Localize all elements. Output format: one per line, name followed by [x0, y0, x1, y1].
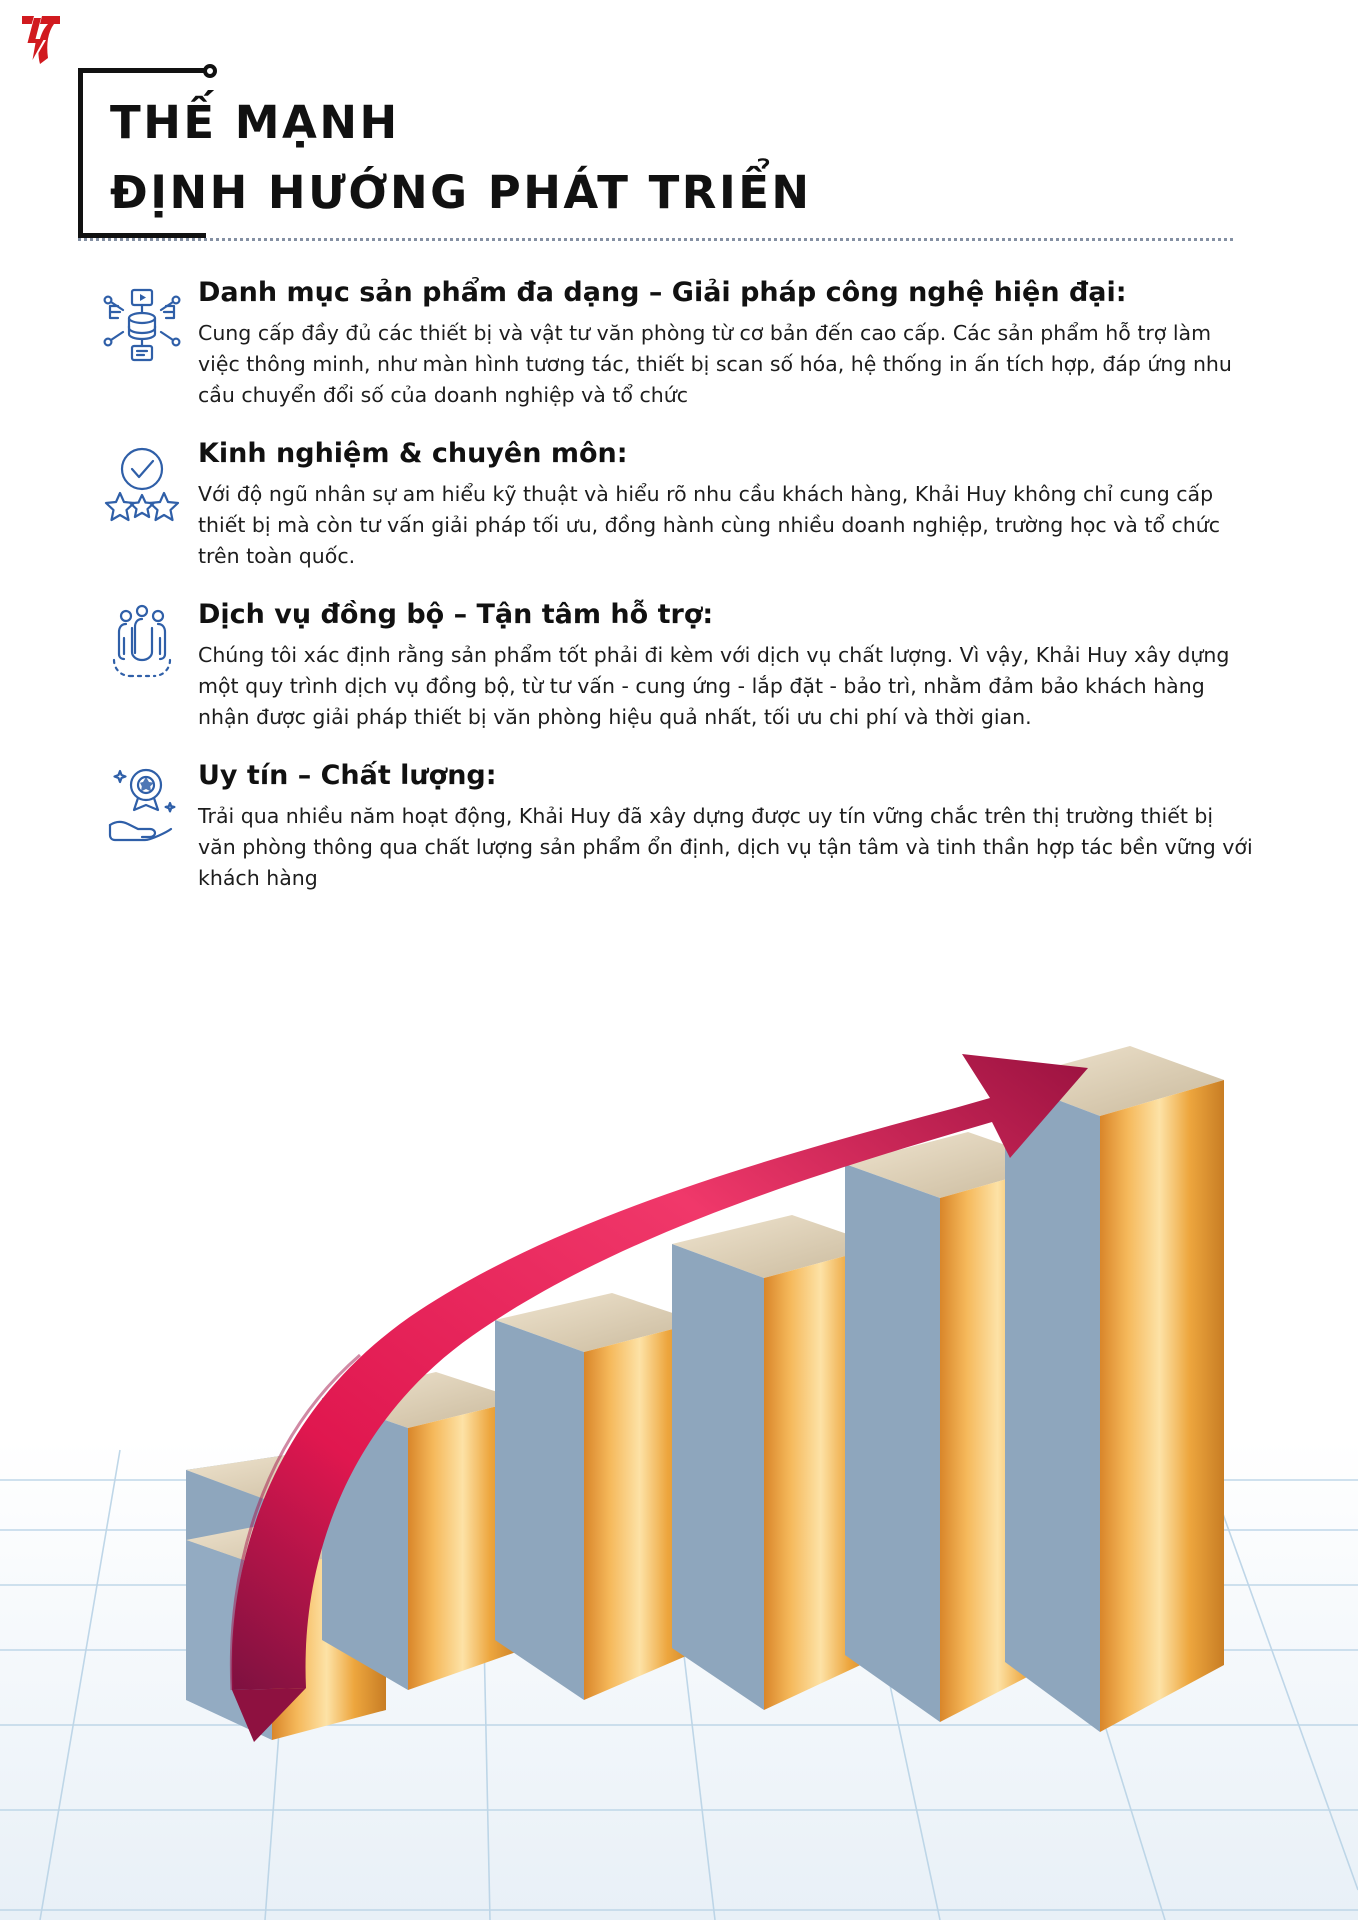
- khai-huy-logo: [18, 14, 80, 66]
- bracket-dot-decoration: [203, 64, 217, 78]
- feature-list: [96, 272, 1256, 916]
- check-star-badge-icon: [96, 437, 188, 529]
- bar-3: [495, 1293, 700, 1700]
- feature-item: [96, 755, 1256, 894]
- database-network-icon: [96, 276, 188, 368]
- feature-title: Dịch vụ đồng bộ – Tận tâm hỗ trợ:: [198, 599, 714, 630]
- teamwork-hands-icon: [96, 598, 188, 690]
- feature-text: Trải qua nhiều năm hoạt động, Khải Huy đã xây dựng được uy tín vững chắc trên thị trường thiết bị văn phòng thông qua chất lượng sản phẩm ổn định, dịch vụ tận tâm và tinh thần hợp tác bền vững với khách hàng: [198, 804, 1253, 890]
- heading-divider: [78, 238, 1233, 241]
- feature-title: Kinh nghiệm & chuyên môn:: [198, 438, 628, 469]
- page-title-line-2: ĐỊNH HƯỚNG PHÁT TRIỂN: [110, 166, 812, 219]
- feature-text: Với độ ngũ nhân sự am hiểu kỹ thuật và hiểu rõ nhu cầu khách hàng, Khải Huy không chỉ cung cấp thiết bị mà còn tư vấn giải pháp tối ưu, đồng hành cùng nhiều doanh nghiệp, trường học và tổ chức trên toàn quốc.: [198, 482, 1220, 568]
- feature-text: Chúng tôi xác định rằng sản phẩm tốt phải đi kèm với dịch vụ chất lượng. Vì vậy, Khải Huy xây dựng một quy trình dịch vụ đồng bộ, từ tư vấn - cung ứng - lắp đặt - bảo trì, nhằm đảm bảo khách hàng nhận được giải pháp thiết bị văn phòng hiệu quả nhất, tối ưu chi phí và thời gian.: [198, 643, 1230, 729]
- feature-item: [96, 433, 1256, 572]
- feature-item: [96, 594, 1256, 733]
- feature-item: [96, 272, 1256, 411]
- hand-award-medal-icon: [96, 759, 188, 851]
- feature-title: Danh mục sản phẩm đa dạng – Giải pháp công nghệ hiện đại:: [198, 277, 1127, 308]
- feature-text: Cung cấp đầy đủ các thiết bị và vật tư văn phòng từ cơ bản đến cao cấp. Các sản phẩm hỗ trợ làm việc thông minh, như màn hình tương tác, thiết bị scan số hóa, hệ thống in ấn tích hợp, đáp ứng nhu cầu chuyển đổi số của doanh nghiệp và tổ chức: [198, 321, 1232, 407]
- growth-bar-chart-arrow-illustration: [0, 1010, 1358, 1920]
- feature-title: Uy tín – Chất lượng:: [198, 760, 497, 791]
- bar-6: [1005, 1046, 1224, 1732]
- page-title-line-1: THẾ MẠNH: [110, 96, 400, 149]
